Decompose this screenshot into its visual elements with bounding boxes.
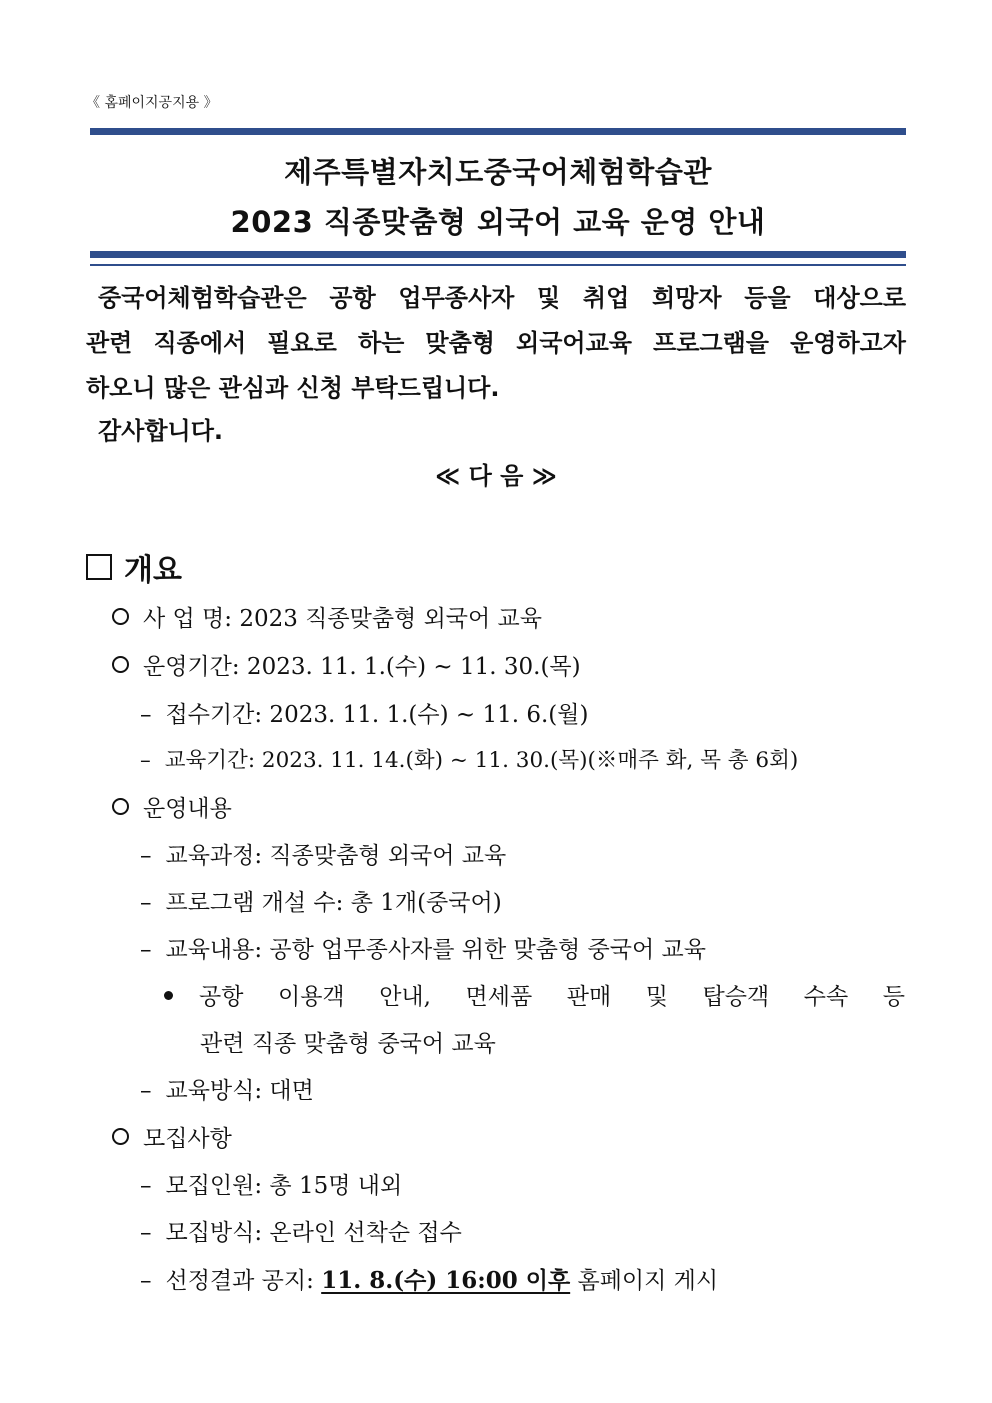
- word: 안내,: [379, 984, 431, 1010]
- item-method: [140, 1072, 314, 1105]
- item-bullet-detail: [164, 978, 905, 1011]
- item-text: 운영기간: 2023. 11. 1.(수) ~ 11. 30.(목): [143, 654, 581, 680]
- title-bottom-thin-bar: [90, 264, 906, 266]
- item-text: 모집사항: [143, 1126, 232, 1152]
- item-text: 사 업 명: 2023 직종맞춤형 외국어 교육: [143, 606, 542, 632]
- result-date: 11. 8.(수) 16:00 이후: [321, 1267, 571, 1294]
- intro-line-3: 하오니 많은 관심과 신청 부탁드립니다.: [86, 374, 500, 402]
- circle-bullet-icon: [112, 1128, 129, 1145]
- word: 수속: [803, 984, 849, 1010]
- dash-bullet-icon: –: [140, 702, 152, 728]
- item-recruit-title: [112, 1120, 232, 1153]
- item-text: 교육방식: 대면: [165, 1078, 314, 1104]
- item-education-period: [140, 743, 798, 774]
- item-business-name: [112, 600, 542, 633]
- dash-bullet-icon: –: [140, 1268, 152, 1294]
- item-text: 접수기간: 2023. 11. 1.(수) ~ 11. 6.(월): [165, 702, 589, 728]
- word: 탑승객: [702, 984, 770, 1010]
- dash-bullet-icon: –: [140, 843, 152, 869]
- circle-bullet-icon: [112, 608, 129, 625]
- item-text: 모집인원: 총 15명 내외: [165, 1173, 403, 1199]
- word: 공항: [199, 984, 244, 1010]
- checkbox-square-icon: [86, 554, 112, 580]
- item-recruit-count: [140, 1167, 402, 1200]
- item-text: 운영내용: [143, 796, 232, 822]
- page-title-line1: 제주특별자치도중국어체험학습관: [284, 155, 712, 189]
- intro-line-1: 중국어체험학습관은 공항 업무종사자 및 취업 희망자 등을 대상으로: [98, 284, 906, 312]
- circle-bullet-icon: [112, 656, 129, 673]
- item-text: 관련 직종 맞춤형 중국어 교육: [200, 1031, 496, 1057]
- item-operation-period: [112, 648, 581, 681]
- bullet-detail-words: [199, 978, 905, 1011]
- item-program-count: [140, 884, 502, 917]
- dash-bullet-icon: –: [140, 1078, 152, 1104]
- title-bottom-bar: [90, 251, 906, 258]
- item-result-notice: [140, 1262, 718, 1295]
- next-heading: ≪ 다 음 ≫: [435, 462, 557, 490]
- title-top-bar: [90, 128, 906, 135]
- page-title-line2: 2023 직종맞춤형 외국어 교육 운영 안내: [230, 205, 766, 239]
- item-edu-content: [140, 931, 706, 964]
- section-title: 개요: [124, 553, 182, 588]
- notice-tag: 《 홈페이지공지용 》: [86, 95, 218, 111]
- circle-bullet-icon: [112, 798, 129, 815]
- word: 이용객: [278, 984, 345, 1010]
- item-course: [140, 837, 506, 870]
- item-text: 교육내용: 공항 업무종사자를 위한 맞춤형 중국어 교육: [165, 937, 706, 963]
- word: 면세품: [465, 984, 533, 1010]
- item-reception-period: [140, 696, 588, 729]
- item-text: 교육기간: 2023. 11. 14.(화) ~ 11. 30.(목)(※매주 화, 목 총 6회): [164, 748, 799, 773]
- item-recruit-method: [140, 1214, 462, 1247]
- dash-bullet-icon: –: [140, 937, 152, 963]
- dot-bullet-icon: [164, 991, 173, 1000]
- word: 판매: [566, 984, 612, 1010]
- item-bullet-detail-line2: [200, 1025, 496, 1058]
- word: 및: [645, 984, 668, 1010]
- dash-bullet-icon: –: [140, 748, 151, 773]
- item-text: 프로그램 개설 수: 총 1개(중국어): [165, 890, 502, 916]
- word: 등: [882, 984, 905, 1010]
- intro-line-2: 관련 직종에서 필요로 하는 맞춤형 외국어교육 프로그램을 운영하고자: [86, 329, 906, 357]
- dash-bullet-icon: –: [140, 890, 152, 916]
- thanks-text: 감사합니다.: [98, 417, 224, 445]
- section-overview: [86, 545, 182, 589]
- dash-bullet-icon: –: [140, 1173, 152, 1199]
- item-text: 교육과정: 직종맞춤형 외국어 교육: [165, 843, 507, 869]
- item-content-title: [112, 790, 232, 823]
- result-label: 선정결과 공지:: [165, 1268, 322, 1294]
- result-suffix: 홈페이지 게시: [570, 1268, 719, 1294]
- item-text: 모집방식: 온라인 선착순 접수: [165, 1220, 462, 1246]
- dash-bullet-icon: –: [140, 1220, 152, 1246]
